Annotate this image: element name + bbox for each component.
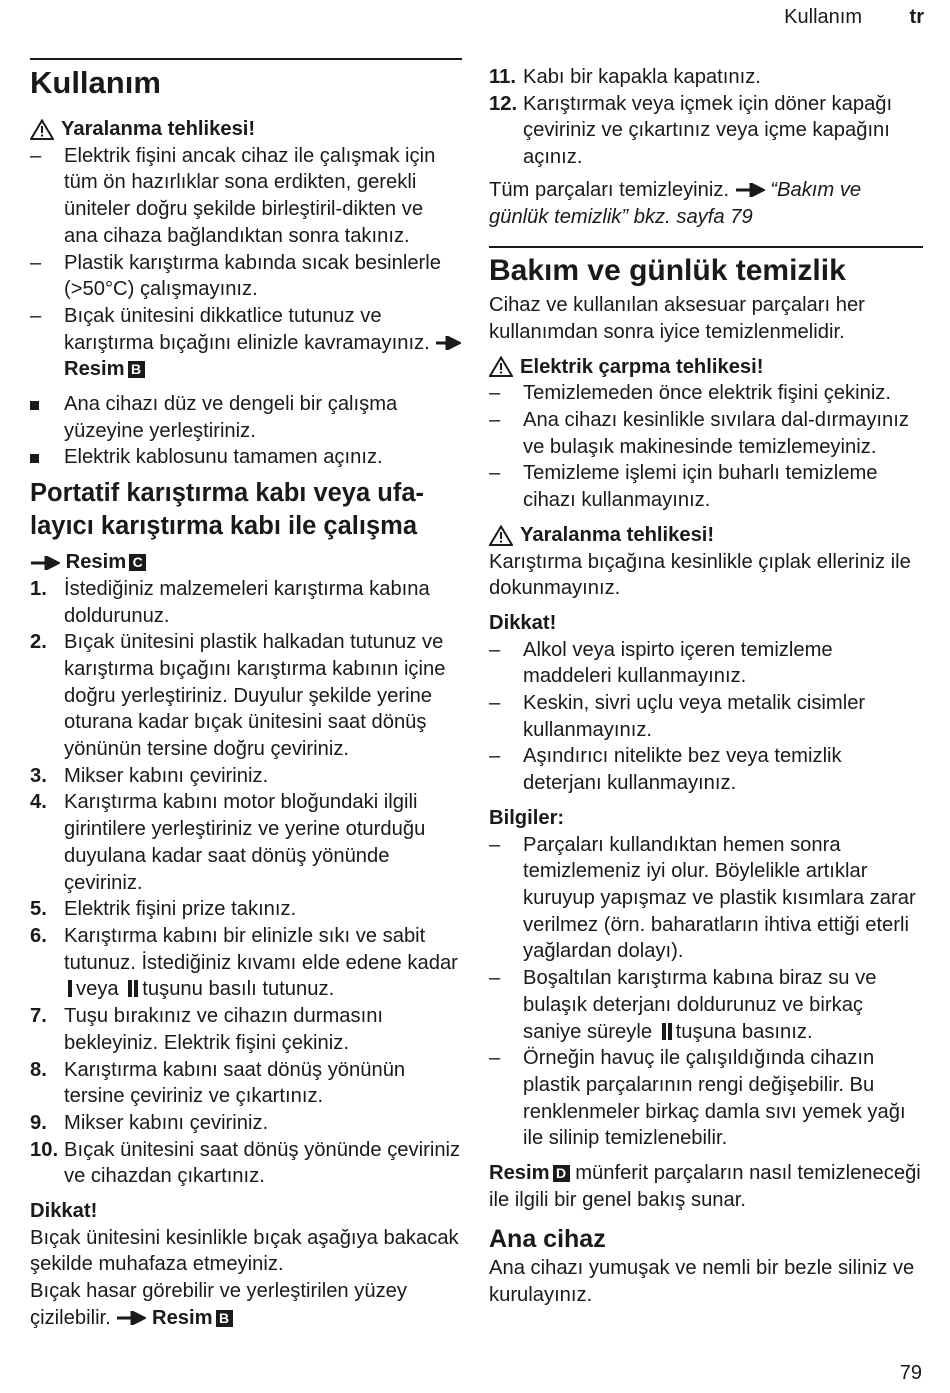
dash-item-text: Aşındırıcı nitelikte bez veya temizlik deterjanı kullanmayınız. [523, 745, 842, 795]
main-unit-text: Ana cihazı yumuşak ve nemli bir bezle siliniz ve kurulayınız. [489, 1257, 915, 1307]
speed-2-icon [128, 980, 132, 997]
step-text: Karıştırma kabını motor bloğundaki ilgili girintilere yerleştiriniz ve yerine oturduğu duyulana kadar saat dönüş yönünde çeviriniz. [64, 791, 426, 894]
step-item [489, 64, 923, 91]
step-text: Karıştırmak veya içmek için döner kapağı çeviriniz ve çıkartınız veya içme kapağını açınız. [523, 92, 893, 169]
warning-triangle-icon [30, 119, 54, 140]
info-label: Bilgiler: [489, 806, 565, 829]
arrow-right-icon [435, 336, 461, 350]
caution-label: Dikkat! [489, 611, 557, 634]
figure-b-label: B [216, 1310, 233, 1327]
figure-c-label: C [129, 554, 146, 571]
speed-2-icon [662, 1023, 666, 1040]
figure-b-label: B [128, 361, 145, 378]
step-number: 10. [30, 1138, 59, 1161]
injury-text: Karıştırma bıçağına kesinlikle çıplak elleriniz ile dokunmayınız. [489, 550, 911, 600]
step-item [30, 629, 462, 763]
dash-list [489, 832, 923, 966]
step-text: Elektrik fişini prize takınız. [64, 898, 297, 921]
step-item [30, 1057, 462, 1110]
step-text: Tuşu bırakınız ve cihazın durmasını bekleyiniz. Elektrik fişini çekiniz. [64, 1005, 384, 1054]
step-item [30, 789, 462, 896]
dash-item-text: Ana cihazı kesinlikle sıvılara dal-dırmayınız ve bulaşık makinesinde temizlemeyiniz. [523, 409, 909, 458]
dash-item: – Temizlemeden önce elektrik fişini çekiniz. [489, 380, 923, 407]
dash-item: – Bıçak ünitesini dikkatlice tutunuz ve karıştırma bıçağını elinizle kavramayınız. Resim B [30, 303, 462, 383]
cross-reference: “Bakım ve günlük temizlik” bkz. sayfa 79 [489, 178, 862, 228]
step-item [30, 896, 462, 923]
step-number: 5. [30, 898, 47, 921]
figure-ref: Resim [64, 358, 125, 381]
injury-warning: Yaralanma tehlikesi! [30, 116, 462, 143]
steps-list [30, 576, 462, 923]
electric-warning: Elektrik çarpma tehlikesi! [489, 354, 923, 381]
dash-item: – Örneğin havuç ile çalışıldığında cihazın plastik parçalarının rengi değişebilir. Bu renklenmeler birkaç damla sıvı yemek yağı ile silinip temizlenebilir. [489, 1047, 906, 1150]
arrow-right-icon [30, 556, 60, 570]
warning-triangle-icon [489, 356, 513, 377]
dash-item-text: Keskin, sivri uçlu veya metalik cisimler kullanmayınız. [523, 692, 866, 741]
figure-ref-line: Resim C [30, 549, 462, 576]
page-number: 79 [899, 1362, 922, 1384]
caution-label: Dikkat! [30, 1200, 98, 1223]
step-item [30, 763, 462, 790]
dash-item-text: Parçaları kullandıktan hemen sonra temizlemeniz iyi olur. Böylelikle artıklar kuruyup yapışmaz ve plastik kısımlara zarar verilmez (örn. baharatların ihtiva ettiği eterli yağlardan dolayı). [523, 833, 916, 963]
dash-item: – Boşaltılan karıştırma kabına biraz su ve bulaşık deterjanı doldurunuz ve birkaç saniye süreyle tuşuna basınız. [489, 967, 877, 1043]
caution-text: Bıçak hasar görebilir ve yerleştirilen yüzey çizilebilir. Resim B [30, 1280, 407, 1329]
dash-item-text: Temizleme işlemi için buharlı temizleme cihazı kullanmayınız. [523, 462, 878, 512]
title-rule [489, 246, 923, 248]
header-lang: tr [909, 6, 924, 28]
dash-item-text: Alkol veya ispirto içeren temizleme maddeleri kullanmayınız. [523, 638, 833, 688]
step-item [30, 1110, 462, 1137]
right-column [489, 64, 923, 1309]
speed-1-icon [68, 980, 72, 997]
step-number: 9. [30, 1111, 47, 1134]
step-number: 2. [30, 631, 47, 654]
dash-item: – Keskin, sivri uçlu veya metalik cisimler kullanmayınız. [489, 690, 923, 743]
clean-note: Tüm parçaları temizleyiniz. “Bakım ve günlük temizlik” bkz. sayfa 79 [489, 178, 862, 228]
title-rule [30, 58, 462, 60]
section-title: Bakım ve günlük temizlik [489, 254, 846, 288]
step-item: 6. Karıştırma kabını bir elinizle sıkı ve sabit tutunuz. İstediğiniz kıvamı elde edene kadarveya tuşunu basılı tutunuz. [30, 924, 458, 1001]
overview-note: Resim D münferit parçaların nasıl temizleneceği ile ilgili bir genel bakış sunar. [489, 1162, 921, 1211]
header-section: Kullanım [784, 6, 862, 28]
dash-list [489, 637, 923, 797]
step-text: Bıçak ünitesini plastik halkadan tutunuz ve karıştırma bıçağını karıştırma kabının içine doğru yerleştiriniz. Duyulur şekilde yerine oturana kadar bıçak ünitesini saat dönüş yönünün tersine doğru çeviriniz. [64, 631, 446, 761]
steps-list [489, 64, 923, 171]
step-text: İstediğiniz malzemeleri karıştırma kabına doldurunuz. [64, 577, 430, 627]
bullet-item: Elektrik kablosunu tamamen açınız. [30, 444, 462, 471]
step-text: Bıçak ünitesini saat dönüş yönünde çeviriniz ve cihazdan çıkartınız. [64, 1138, 461, 1188]
step-number: 11. [489, 66, 516, 88]
dash-item: – Parçaları kullandıktan hemen sonra temizlemeniz iyi olur. Böylelikle artıklar kuruyup yapışmaz ve plastik kısımlara zarar verilmez (örn. baharatların ihtiva ettiği eterli yağlardan dolayı). [489, 832, 923, 966]
intro-text: Cihaz ve kullanılan aksesuar parçaları her kullanımdan sonra iyice temizlenmelidir. [489, 294, 865, 343]
steps-list [30, 1003, 462, 1190]
dash-item: – Ana cihazı kesinlikle sıvılara dal-dırmayınız ve bulaşık makinesinde temizlemeyiniz. [489, 407, 923, 460]
dash-item-text: Temizlemeden önce elektrik fişini çekiniz. [523, 382, 892, 405]
warning-triangle-icon [489, 525, 513, 546]
figure-d-label: D [553, 1165, 570, 1182]
arrow-right-icon [735, 183, 765, 197]
dash-item: – Elektrik fişini ancak cihaz ile çalışmak için tüm ön hazırlıklar sona erdikten, gerekli üniteler doğru şekilde birleştiril-dikten ve ana cihaza bağlandıktan sonra takınız. [30, 144, 436, 247]
subsection-title: Ana cihaz [489, 1225, 606, 1254]
section-title: Kullanım [30, 65, 161, 100]
step-text: Karıştırma kabını saat dönüş yönünün tersine çeviriniz ve çıkartınız. [64, 1058, 406, 1108]
step-number: 8. [30, 1058, 47, 1081]
step-item [30, 576, 462, 629]
left-column [30, 58, 462, 1332]
bullet-item: Ana cihazı düz ve dengeli bir çalışma yüzeyine yerleştiriniz. [30, 391, 462, 444]
step-number: 12. [489, 92, 518, 115]
step-number: 3. [30, 764, 47, 787]
step-text: Kabı bir kapakla kapatınız. [523, 66, 761, 88]
dash-item: – Plastik karıştırma kabında sıcak besinlerle (>50°C) çalışmayınız. [30, 251, 441, 301]
step-item [30, 1003, 462, 1056]
arrow-right-icon [116, 1311, 146, 1325]
running-header [784, 6, 924, 29]
injury-warning: Yaralanma tehlikesi! [489, 522, 923, 549]
step-number: 7. [30, 1005, 47, 1028]
step-number: 4. [30, 791, 47, 814]
step-item [489, 91, 923, 171]
caution-text: Bıçak ünitesini kesinlikle bıçak aşağıya bakacak şekilde muhafaza etmeyiniz. [30, 1226, 459, 1276]
dash-item: – Alkol veya ispirto içeren temizleme maddeleri kullanmayınız. [489, 637, 923, 690]
dash-item: – Temizleme işlemi için buharlı temizleme cihazı kullanmayınız. [489, 460, 923, 513]
subsection-title: Portatif karıştırma kabı veya ufa-layıcı karıştırma kabı ile çalışma [30, 479, 424, 541]
step-number: 1. [30, 577, 47, 600]
step-item [30, 1137, 462, 1190]
step-text: Mikser kabını çeviriniz. [64, 1111, 269, 1134]
step-text: Mikser kabını çeviriniz. [64, 764, 269, 787]
dash-item: – Aşındırıcı nitelikte bez veya temizlik deterjanı kullanmayınız. [489, 743, 923, 796]
dash-list [489, 380, 923, 514]
